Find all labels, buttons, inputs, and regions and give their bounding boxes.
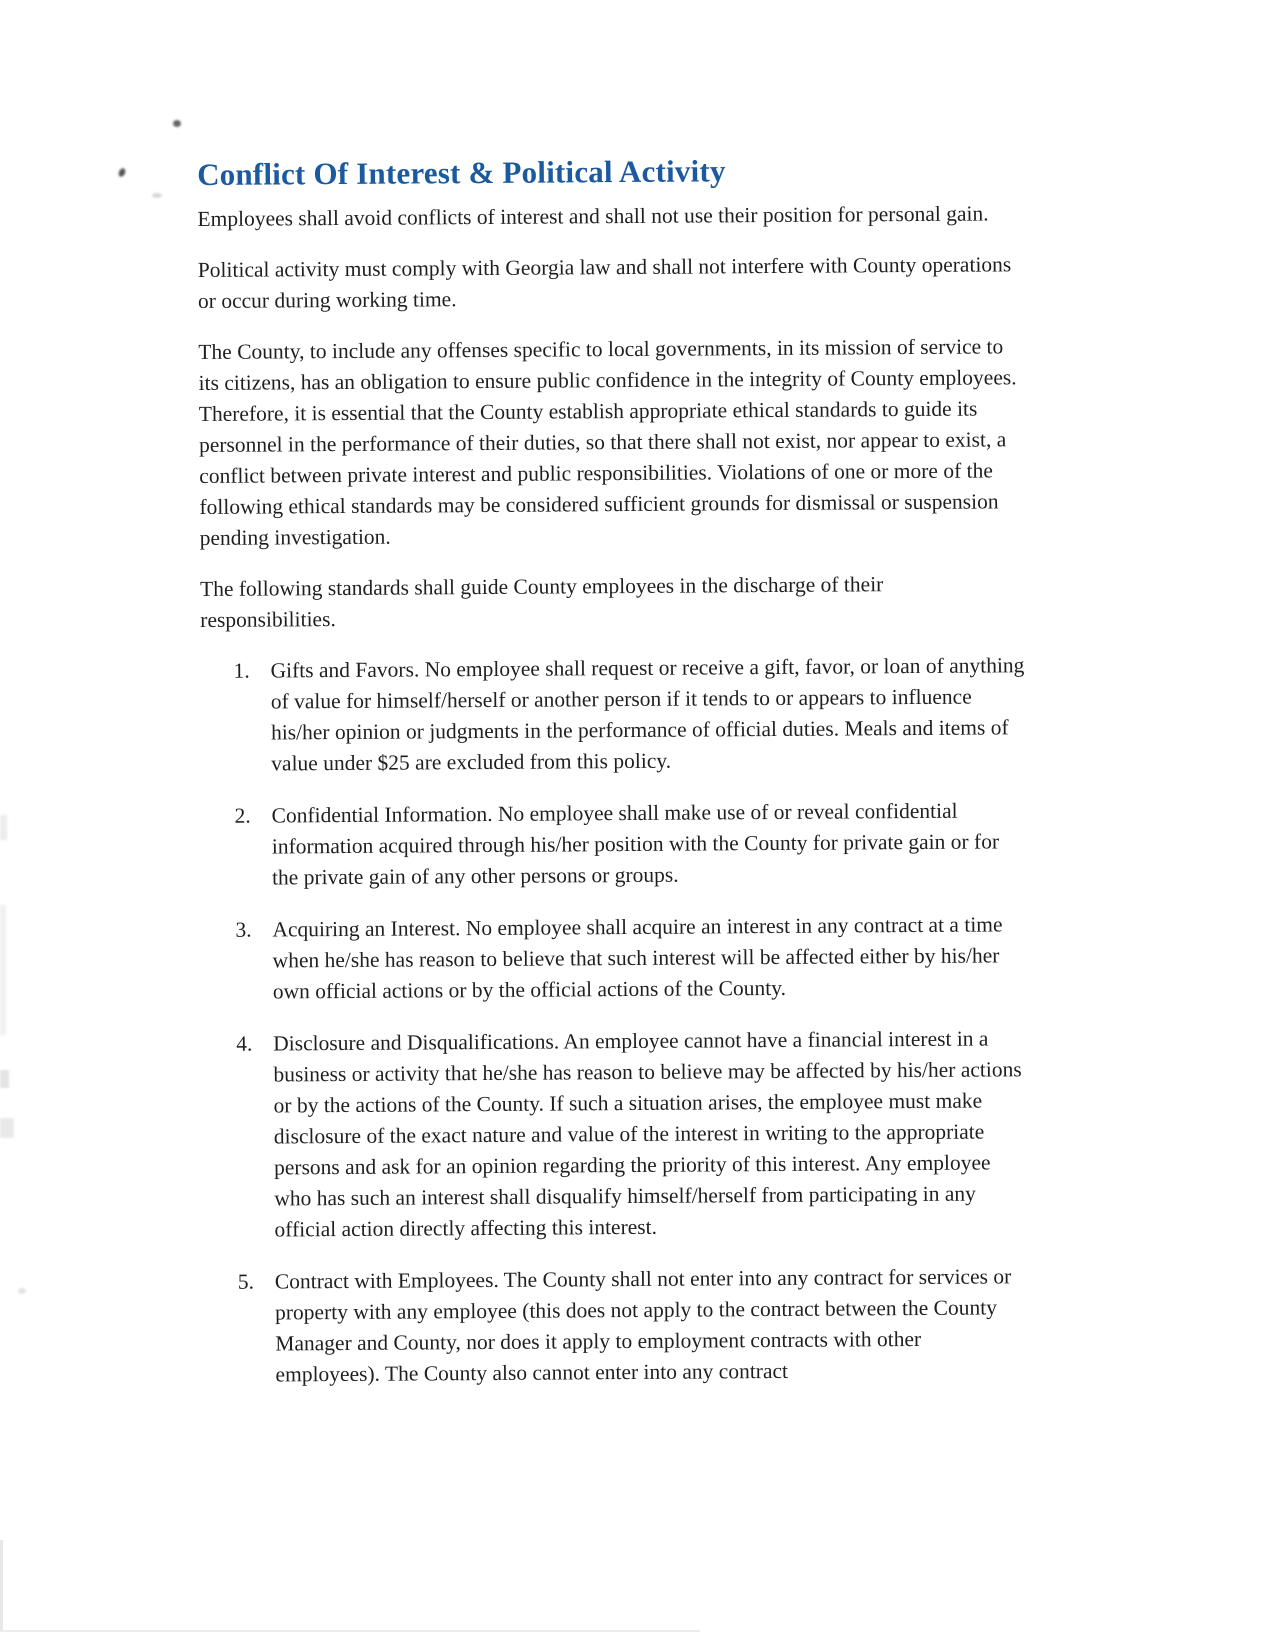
list-item-text: Gifts and Favors. No employee shall request or receive a gift, favor, or loan of anything of value for himself/herself or another person if it tends to or appears to influence his/her opinion or judgments in the performance of official duties. Meals and items of value under $25 are excluded from this policy. <box>270 653 1025 776</box>
paragraph-county-mission: The County, to include any offenses specific to local governments, in its mission of service to its citizens, has an obligation to ensure public confidence in the integrity of County employees. Therefore, it is essential that the County establish appropriate ethical standards to guide its personnel in the performance of their duties, so that there shall not exist, nor appear to exist, a conflict between private interest and public responsibilities. Violations of one or more of the following ethical standards may be considered sufficient grounds for dismissal or suspension pending investigation. <box>198 334 1017 550</box>
scan-line-bottom-edge <box>0 1630 700 1632</box>
list-item-number: 5. <box>237 1269 255 1294</box>
scan-speck-bottom-left <box>18 1288 26 1294</box>
list-item-number: 3. <box>235 917 252 942</box>
list-item-gifts-and-favors <box>233 650 1025 779</box>
list-item-number: 4. <box>236 1031 253 1056</box>
list-item-confidential-information <box>234 795 1027 893</box>
list-item-text: Confidential Information. No employee shall make use of or reveal confidential information acquired through his/her position with the County for private gain or for the private gain of any other persons or groups. <box>271 798 1000 890</box>
scan-smudge-left-edge-2 <box>0 905 6 1035</box>
scan-smudge-left-edge-4 <box>0 1118 14 1138</box>
scan-smudge-left-edge-1 <box>0 815 7 840</box>
scan-speck-left <box>117 167 126 178</box>
standards-list <box>200 650 1029 1391</box>
scan-speck-faint <box>152 193 162 198</box>
paragraph-standards-intro: The following standards shall guide County employees in the discharge of their responsibilities. <box>199 572 884 632</box>
list-item-text: Acquiring an Interest. No employee shall acquire an interest in any contract at a time when he/she has reason to believe that such interest will be affected either by his/her own official actions or by the official actions of the County. <box>272 912 1003 1004</box>
page-title: Conflict Of Interest & Political Activity <box>197 153 726 192</box>
list-item-number: 2. <box>234 803 251 828</box>
list-item-number: 1. <box>233 658 250 683</box>
list-item-text: Disclosure and Disqualifications. An employee cannot have a financial interest in a business or activity that he/she has reason to believe may be affected by his/her actions or by the actions of the County. If such a situation arises, the employee must make disclosure of the exact nature and value of the interest in writing to the appropriate persons and ask for an opinion regarding the priority of this interest. Any employee who has such an interest shall disqualify himself/herself from participating in any official action directly affecting this interest. <box>273 1026 1022 1242</box>
list-item-text: Contract with Employees. The County shall not enter into any contract for services or property with any employee (this does not apply to the contract between the County Manager and County, nor does it apply to employment contracts with other employees). The County also cannot enter into any contract <box>274 1264 1012 1387</box>
list-item-acquiring-an-interest <box>235 909 1027 1007</box>
list-item-contract-with-employees <box>237 1261 1030 1390</box>
paragraph-conflicts-of-interest: Employees shall avoid conflicts of interest and shall not use their position for personal gain. <box>197 201 989 231</box>
scan-smudge-left-edge-3 <box>0 1070 9 1088</box>
list-item-disclosure-disqualifications <box>236 1023 1028 1245</box>
scan-line-left-edge <box>0 1540 3 1632</box>
scan-speck-top <box>173 120 181 127</box>
document-content <box>197 150 1030 1412</box>
paragraph-political-activity: Political activity must comply with Georgia law and shall not interfere with County operations or occur during working time. <box>197 252 1012 313</box>
